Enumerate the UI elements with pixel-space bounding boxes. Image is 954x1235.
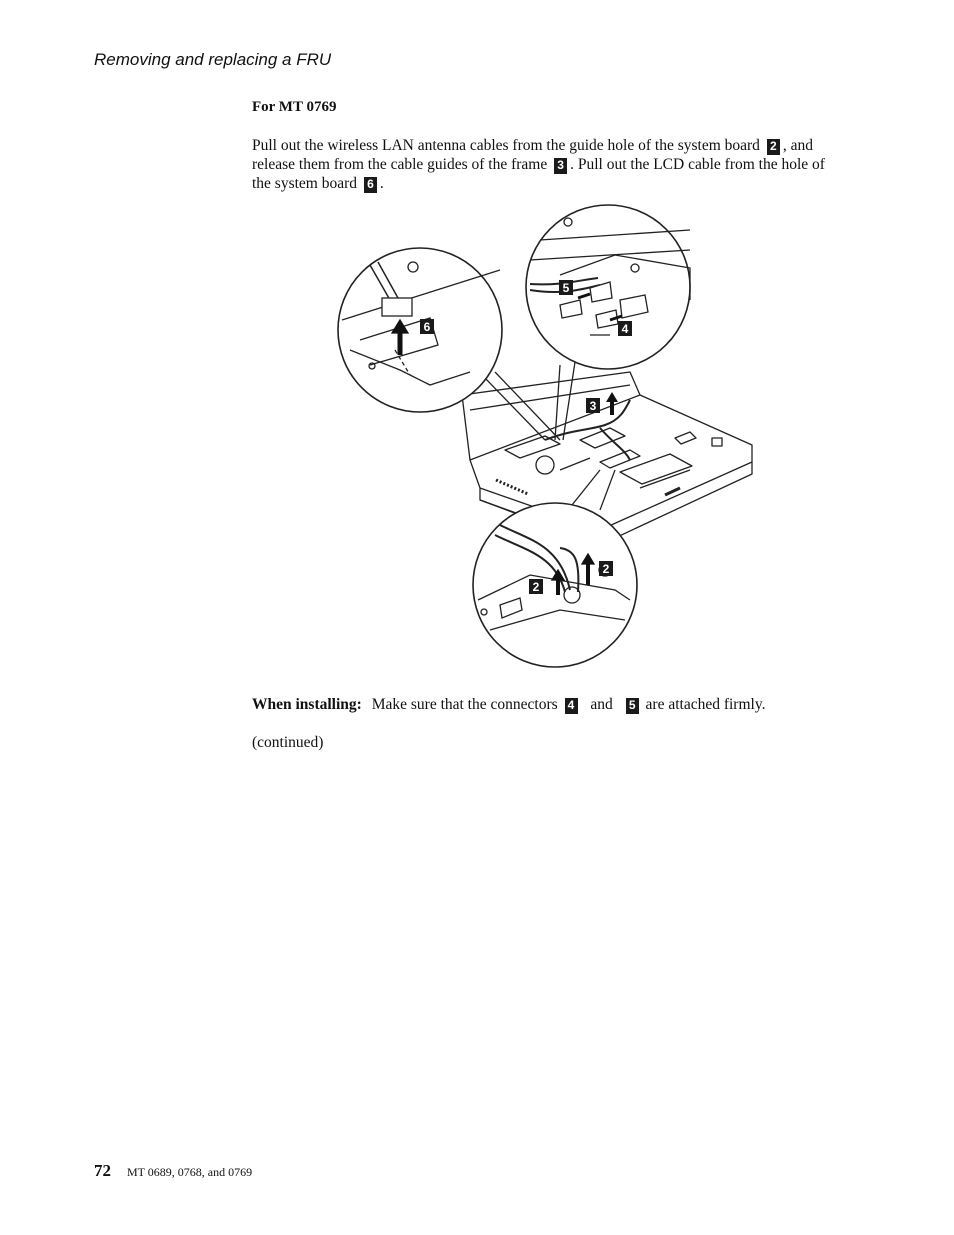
install-callout-badge-4: 4 [565, 698, 578, 714]
callout-5-label: 5 [562, 281, 570, 295]
install-and: and [590, 696, 613, 713]
footer-text: MT 0689, 0768, and 0769 [127, 1165, 253, 1179]
callout-2-right-label: 2 [602, 562, 610, 576]
callout-2-right [599, 561, 613, 576]
page-footer [94, 1161, 252, 1181]
callout-6 [420, 319, 434, 334]
callout-4-label: 4 [621, 322, 629, 336]
installation-note [252, 695, 872, 714]
callout-2-left-label: 2 [532, 580, 540, 594]
page-number: 72 [94, 1161, 111, 1180]
para-text-3: . Pull out the LCD cable from the hole of the system board [252, 156, 825, 192]
callout-6-label: 6 [423, 320, 431, 334]
callout-badge-6: 6 [364, 177, 377, 193]
section-heading: For MT 0769 [252, 99, 337, 115]
para-text-1: Pull out the wireless LAN antenna cables from the guide hole of the system board [252, 137, 760, 154]
callout-2-left [529, 579, 543, 594]
install-text-2: are attached firmly. [645, 696, 766, 713]
running-header: Removing and replacing a FRU [94, 50, 332, 69]
para-text-2: , and release them from the cable guides of the frame [252, 137, 813, 173]
callout-badge-3: 3 [554, 158, 567, 174]
install-text-1: Make sure that the connectors [371, 696, 558, 713]
callout-3-label: 3 [589, 399, 597, 413]
install-lead: When installing: [252, 696, 362, 713]
callout-3 [586, 398, 600, 413]
continued-note: (continued) [252, 734, 324, 751]
install-callout-badge-5: 5 [626, 698, 639, 714]
callout-5 [559, 280, 573, 295]
callout-4 [618, 321, 632, 336]
callout-badge-2: 2 [767, 139, 780, 155]
para-text-4: . [379, 175, 384, 192]
